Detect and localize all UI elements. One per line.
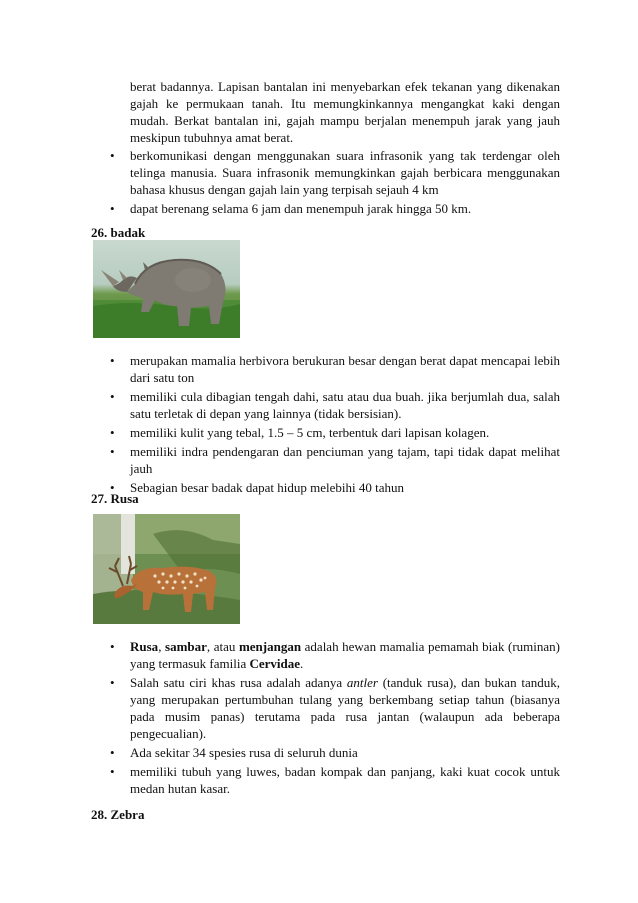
rhino-photo: [93, 240, 240, 338]
intro-bullet-2: • dapat berenang selama 6 jam dan menempuh jarak hingga 50 km.: [130, 200, 560, 217]
badak-bullet-4: • memiliki indra pendengaran dan penciuman yang tajam, tapi tidak dapat melihat jauh: [130, 443, 560, 477]
rhino-image: [93, 240, 240, 338]
badak-bullet-1: • merupakan mamalia herbivora berukuran besar dengan berat dapat mencapai lebih dari satu ton: [130, 352, 560, 386]
intro-bullet-list: [130, 147, 560, 219]
rusa-bullet-3: • Ada sekitar 34 spesies rusa di seluruh dunia: [130, 744, 560, 761]
badak-bullet-3: • memiliki kulit yang tebal, 1.5 – 5 cm, terbentuk dari lapisan kolagen.: [130, 424, 560, 441]
intro-continuation-paragraph: berat badannya. Lapisan bantalan ini menyebarkan efek tekanan yang dikenakan gajah ke permukaan tanah. Itu memungkinkannya mengangkat kaki dengan mudah. Berkat bantalan ini, gajah mampu berjalan menempuh jarak yang jauh meskipun tubuhnya amat berat.: [130, 79, 560, 145]
rusa-b1-end: .: [300, 656, 304, 671]
deer-photo: [93, 514, 240, 624]
section-heading-badak: 26. badak: [91, 225, 146, 240]
badak-bullet-list: [130, 352, 560, 498]
cervidae-family: Cervidae: [249, 656, 301, 671]
rusa-b1-sep1: ,: [158, 639, 166, 654]
badak-bullet-2: • memiliki cula dibagian tengah dahi, satu atau dua buah. jika berjumlah dua, salah satu terletak di depan yang lainnya (tidak bersisian).: [130, 388, 560, 422]
sambar-name: sambar: [165, 639, 207, 654]
rusa-b2-post: (tanduk rusa), dan bukan tanduk, yang merupakan pertumbuhan tulang yang berkembang setiap tahun (biasanya pada musim panas) terutama pada rusa jantan (walaupun ada beberapa pengecualian).: [130, 675, 560, 741]
antler-term: antler: [346, 675, 378, 690]
rusa-bullet-list: [130, 638, 560, 799]
rusa-b2-pre: Salah satu ciri khas rusa adalah adanya: [130, 675, 347, 690]
deer-image: [93, 514, 240, 624]
rusa-bullet-1: [130, 638, 560, 672]
section-heading-rusa: 27. Rusa: [91, 491, 139, 506]
menjangan-name: menjangan: [238, 639, 302, 654]
section-heading-zebra: 28. Zebra: [91, 807, 145, 822]
intro-bullet-1: • berkomunikasi dengan menggunakan suara infrasonik yang tak terdengar oleh telinga manusia. Suara infrasonik memungkinkan gajah berbicara menggunakan bahasa khusus dengan gajah lain yang terpisah sejauh 4 km: [130, 147, 560, 198]
rusa-name: Rusa: [130, 639, 159, 654]
badak-bullet-5: • Sebagian besar badak dapat hidup melebihi 40 tahun: [130, 479, 560, 496]
rusa-bullet-4: • memiliki tubuh yang luwes, badan kompak dan panjang, kaki kuat cocok untuk medan hutan kasar.: [130, 763, 560, 797]
rusa-b1-text: adalah hewan mamalia pemamah biak (ruminan) yang termasuk familia: [130, 639, 560, 671]
rusa-b1-sep2: , atau: [206, 639, 239, 654]
rusa-bullet-2: [130, 674, 560, 742]
